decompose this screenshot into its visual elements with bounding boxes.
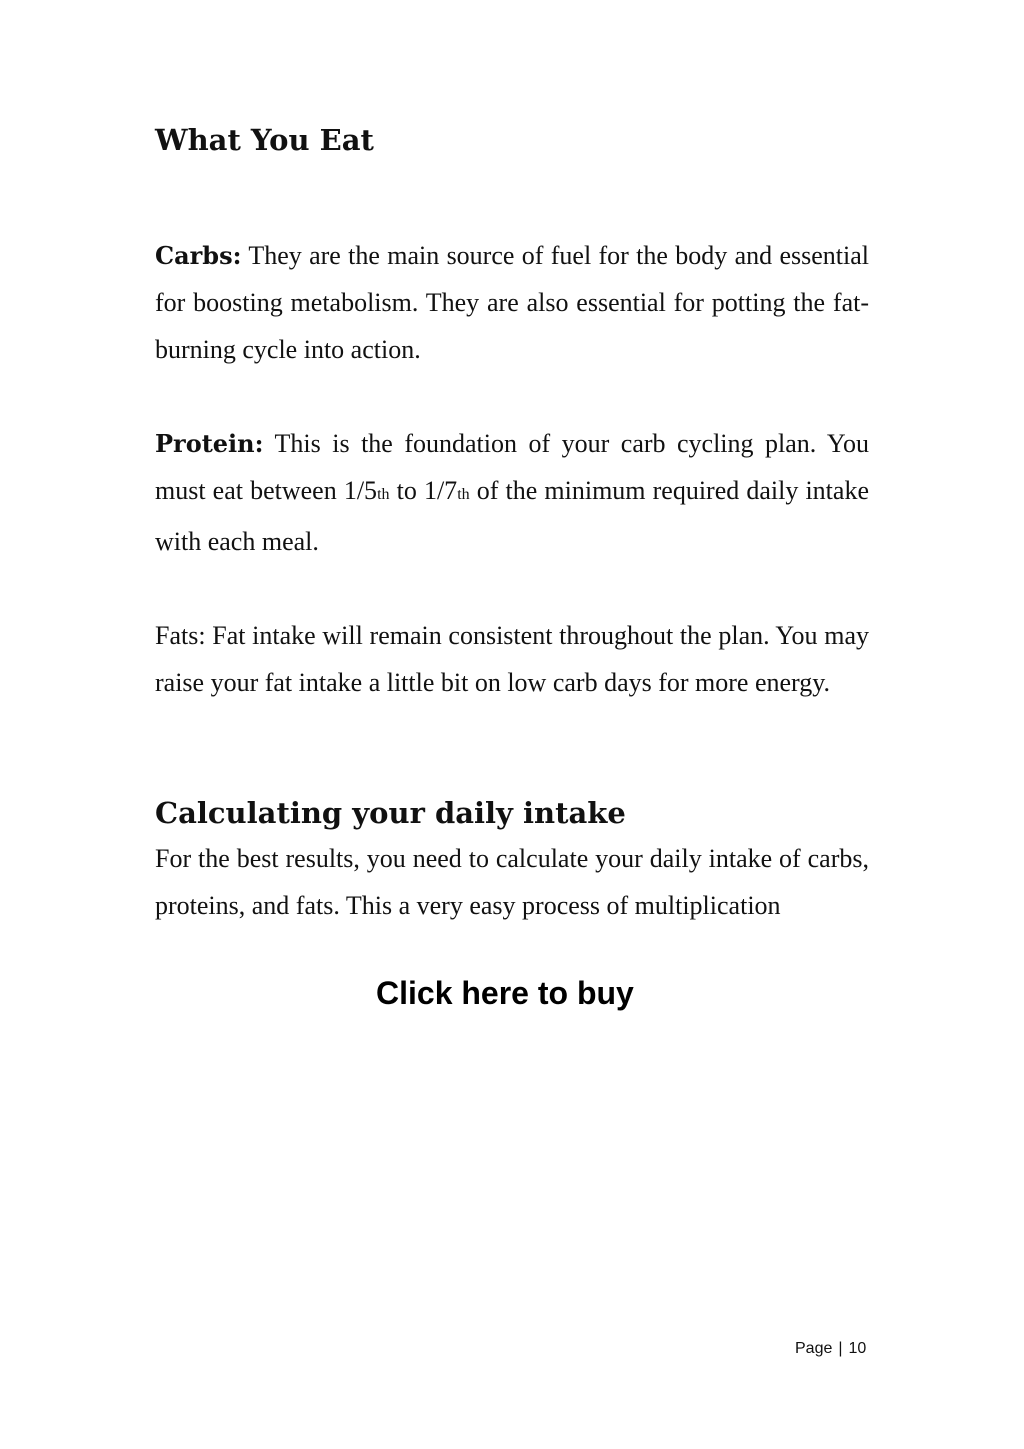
calculating-paragraph: For the best results, you need to calculate your daily intake of carbs, proteins, and fats. This a very easy process of multiplication [155,844,869,920]
protein-text-b: to 1/7 [389,476,458,505]
carbs-paragraph [155,232,869,373]
page-number: 10 [848,1340,867,1357]
protein-label: Protein: [155,429,264,458]
protein-superscript-b: th [457,486,470,503]
page-content [155,118,869,929]
section-title-what-you-eat: What You Eat [155,123,374,157]
carbs-text: They are the main source of fuel for the body and essential for boosting metabolism. They are also essential for potting the fat-burning cycle into action. [155,241,869,364]
page-separator: | [838,1340,843,1357]
carbs-label: Carbs: [155,241,242,270]
buy-link[interactable]: Click here to buy [376,975,634,1011]
page-label: Page [795,1340,833,1357]
page-footer [795,1340,866,1358]
fats-paragraph: Fats: Fat intake will remain consistent throughout the plan. You may raise your fat intake a little bit on low carb days for more energy. [155,621,869,697]
protein-paragraph [155,420,869,565]
section-title-calculating-intake: Calculating your daily intake [155,796,626,830]
protein-text-c: of the minimum required daily intake with each meal. [155,476,869,556]
protein-superscript-a: th [377,486,390,503]
protein-text-a: This is the foundation of your carb cycling plan. You must eat between 1/5 [155,429,869,505]
